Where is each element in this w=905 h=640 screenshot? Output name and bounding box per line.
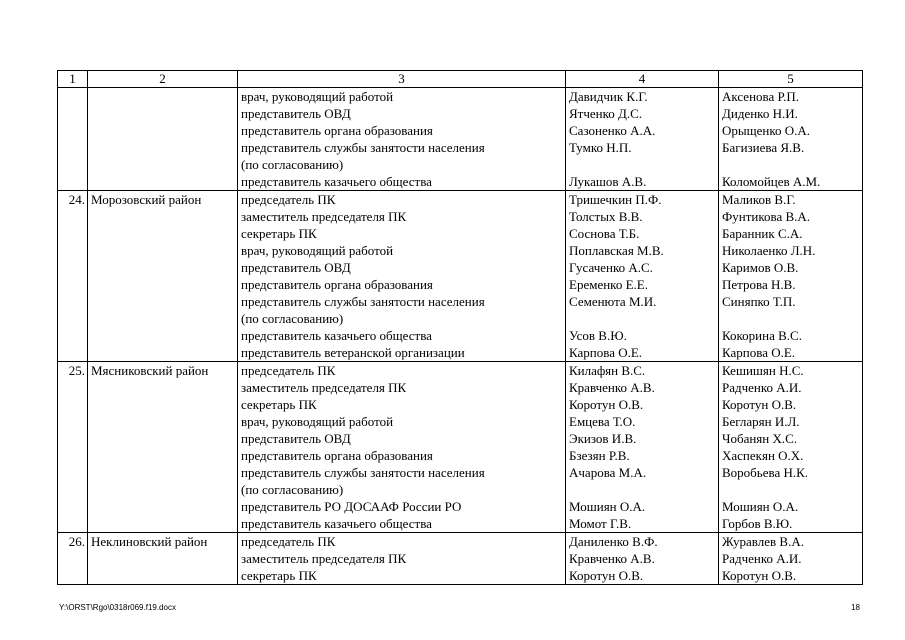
member-reserve-line: Хаспекян О.Х. [722, 448, 804, 463]
member-primary-line: Еременко Е.Е. [569, 277, 648, 292]
position-line: секретарь ПК [241, 568, 317, 583]
row-number: 25. [58, 362, 88, 533]
position-line: представитель ОВД [241, 106, 351, 121]
member-primary-line: Семенюта М.И. [569, 294, 657, 309]
position-line: заместитель председателя ПК [241, 380, 407, 395]
position-line: врач, руководящий работой [241, 243, 394, 258]
row-number [58, 88, 88, 191]
member-primary-line [569, 310, 718, 327]
position-line: председатель ПК [241, 192, 336, 207]
position-line: (по согласованию) [241, 482, 344, 497]
member-reserve-line: Аксенова Р.П. [722, 89, 800, 104]
position-line: врач, руководящий работой [241, 89, 394, 104]
position-line: представитель органа образования [241, 277, 433, 292]
commission-table [57, 70, 863, 585]
member-reserve-line: Карпова О.Е. [722, 345, 796, 360]
district-name: Неклиновский район [88, 533, 238, 585]
position-line: представитель ОВД [241, 260, 351, 275]
member-primary-line [569, 156, 718, 173]
member-reserve-line [722, 310, 862, 327]
member-reserve-line: Коротун О.В. [722, 568, 797, 583]
member-primary-line: Килафян В.С. [569, 363, 646, 378]
position-line: (по согласованию) [241, 311, 344, 326]
position-line: секретарь ПК [241, 226, 317, 241]
member-reserve-line [722, 481, 862, 498]
member-reserve-line: Маликов В.Г. [722, 192, 796, 207]
member-reserve-line: Кешишян Н.С. [722, 363, 804, 378]
member-reserve-line: Коломойцев А.М. [722, 174, 821, 189]
member-reserve-line: Воробьева Н.К. [722, 465, 809, 480]
member-primary-line: Экизов И.В. [569, 431, 637, 446]
member-primary-line: Сазоненко А.А. [569, 123, 656, 138]
member-reserve-line: Синяпко Т.П. [722, 294, 796, 309]
member-primary-line: Кравченко А.В. [569, 380, 655, 395]
member-reserve-line: Мошиян О.А. [722, 499, 799, 514]
table-row [58, 191, 863, 362]
member-primary-line: Поплавская М.В. [569, 243, 664, 258]
member-primary-line [569, 481, 718, 498]
position-line: председатель ПК [241, 363, 336, 378]
member-reserve-line: Бегларян И.Л. [722, 414, 800, 429]
member-reserve-line: Радченко А.И. [722, 551, 802, 566]
member-primary-line: Ачарова М.А. [569, 465, 647, 480]
header-cell: 1 [58, 71, 88, 88]
header-cell: 2 [88, 71, 238, 88]
member-primary-cell [566, 533, 719, 585]
district-name [88, 88, 238, 191]
member-primary-line: Даниленко В.Ф. [569, 534, 658, 549]
position-cell [238, 88, 566, 191]
position-line: представитель службы занятости населения [241, 140, 485, 155]
member-primary-line: Карпова О.Е. [569, 345, 643, 360]
member-reserve-line: Баранник С.А. [722, 226, 803, 241]
member-primary-cell [566, 362, 719, 533]
position-line: представитель ветеранской организации [241, 345, 465, 360]
position-line: представитель службы занятости населения [241, 294, 485, 309]
position-line: (по согласованию) [241, 157, 344, 172]
member-primary-line: Коротун О.В. [569, 568, 644, 583]
member-primary-line: Лукашов А.В. [569, 174, 647, 189]
member-reserve-cell [719, 362, 863, 533]
member-primary-cell [566, 88, 719, 191]
member-primary-line: Тумко Н.П. [569, 140, 632, 155]
row-number: 24. [58, 191, 88, 362]
footer-page-number: 18 [851, 603, 860, 612]
member-reserve-line: Петрова Н.В. [722, 277, 796, 292]
position-line: заместитель председателя ПК [241, 551, 407, 566]
member-primary-line: Кравченко А.В. [569, 551, 655, 566]
member-reserve-cell [719, 88, 863, 191]
member-reserve-cell [719, 533, 863, 585]
header-cell: 3 [238, 71, 566, 88]
table-row [58, 88, 863, 191]
table-row [58, 362, 863, 533]
position-line: представитель РО ДОСААФ России РО [241, 499, 462, 514]
member-reserve-line [722, 156, 862, 173]
header-cell: 4 [566, 71, 719, 88]
district-name: Морозовский район [88, 191, 238, 362]
member-primary-line: Усов В.Ю. [569, 328, 627, 343]
row-number: 26. [58, 533, 88, 585]
member-reserve-line: Коротун О.В. [722, 397, 797, 412]
position-line: представитель органа образования [241, 448, 433, 463]
member-primary-line: Коротун О.В. [569, 397, 644, 412]
position-line: представитель казачьего общества [241, 174, 432, 189]
position-cell [238, 362, 566, 533]
member-reserve-line: Орыщенко О.А. [722, 123, 811, 138]
position-line: представитель казачьего общества [241, 516, 432, 531]
member-reserve-line: Николаенко Л.Н. [722, 243, 816, 258]
member-primary-line: Бзезян Р.В. [569, 448, 630, 463]
position-line: секретарь ПК [241, 397, 317, 412]
member-reserve-line: Каримов О.В. [722, 260, 799, 275]
table-row [58, 533, 863, 585]
member-primary-line: Момот Г.В. [569, 516, 632, 531]
member-reserve-line: Радченко А.И. [722, 380, 802, 395]
member-reserve-cell [719, 191, 863, 362]
member-primary-line: Толстых В.В. [569, 209, 643, 224]
member-reserve-line: Горбов В.Ю. [722, 516, 793, 531]
header-cell: 5 [719, 71, 863, 88]
member-primary-cell [566, 191, 719, 362]
position-line: представитель органа образования [241, 123, 433, 138]
footer-file-path: Y:\ORST\Rgo\0318r069.f19.docx [59, 603, 176, 612]
member-reserve-line: Фунтикова В.А. [722, 209, 811, 224]
member-reserve-line: Диденко Н.И. [722, 106, 798, 121]
position-line: врач, руководящий работой [241, 414, 394, 429]
member-primary-line: Давидчик К.Г. [569, 89, 648, 104]
member-reserve-line: Кокорина В.С. [722, 328, 802, 343]
position-cell [238, 191, 566, 362]
member-primary-line: Мошиян О.А. [569, 499, 646, 514]
member-reserve-line: Чобанян Х.С. [722, 431, 798, 446]
district-name: Мясниковский район [88, 362, 238, 533]
member-reserve-line: Багизиева Я.В. [722, 140, 805, 155]
member-primary-line: Соснова Т.Б. [569, 226, 640, 241]
position-line: представитель казачьего общества [241, 328, 432, 343]
position-line: председатель ПК [241, 534, 336, 549]
position-cell [238, 533, 566, 585]
member-primary-line: Гусаченко А.С. [569, 260, 653, 275]
member-reserve-line: Журавлев В.А. [722, 534, 804, 549]
position-line: представитель службы занятости населения [241, 465, 485, 480]
position-line: представитель ОВД [241, 431, 351, 446]
position-line: заместитель председателя ПК [241, 209, 407, 224]
header-row [58, 71, 863, 88]
member-primary-line: Емцева Т.О. [569, 414, 636, 429]
member-primary-line: Тришечкин П.Ф. [569, 192, 662, 207]
member-primary-line: Ятченко Д.С. [569, 106, 643, 121]
